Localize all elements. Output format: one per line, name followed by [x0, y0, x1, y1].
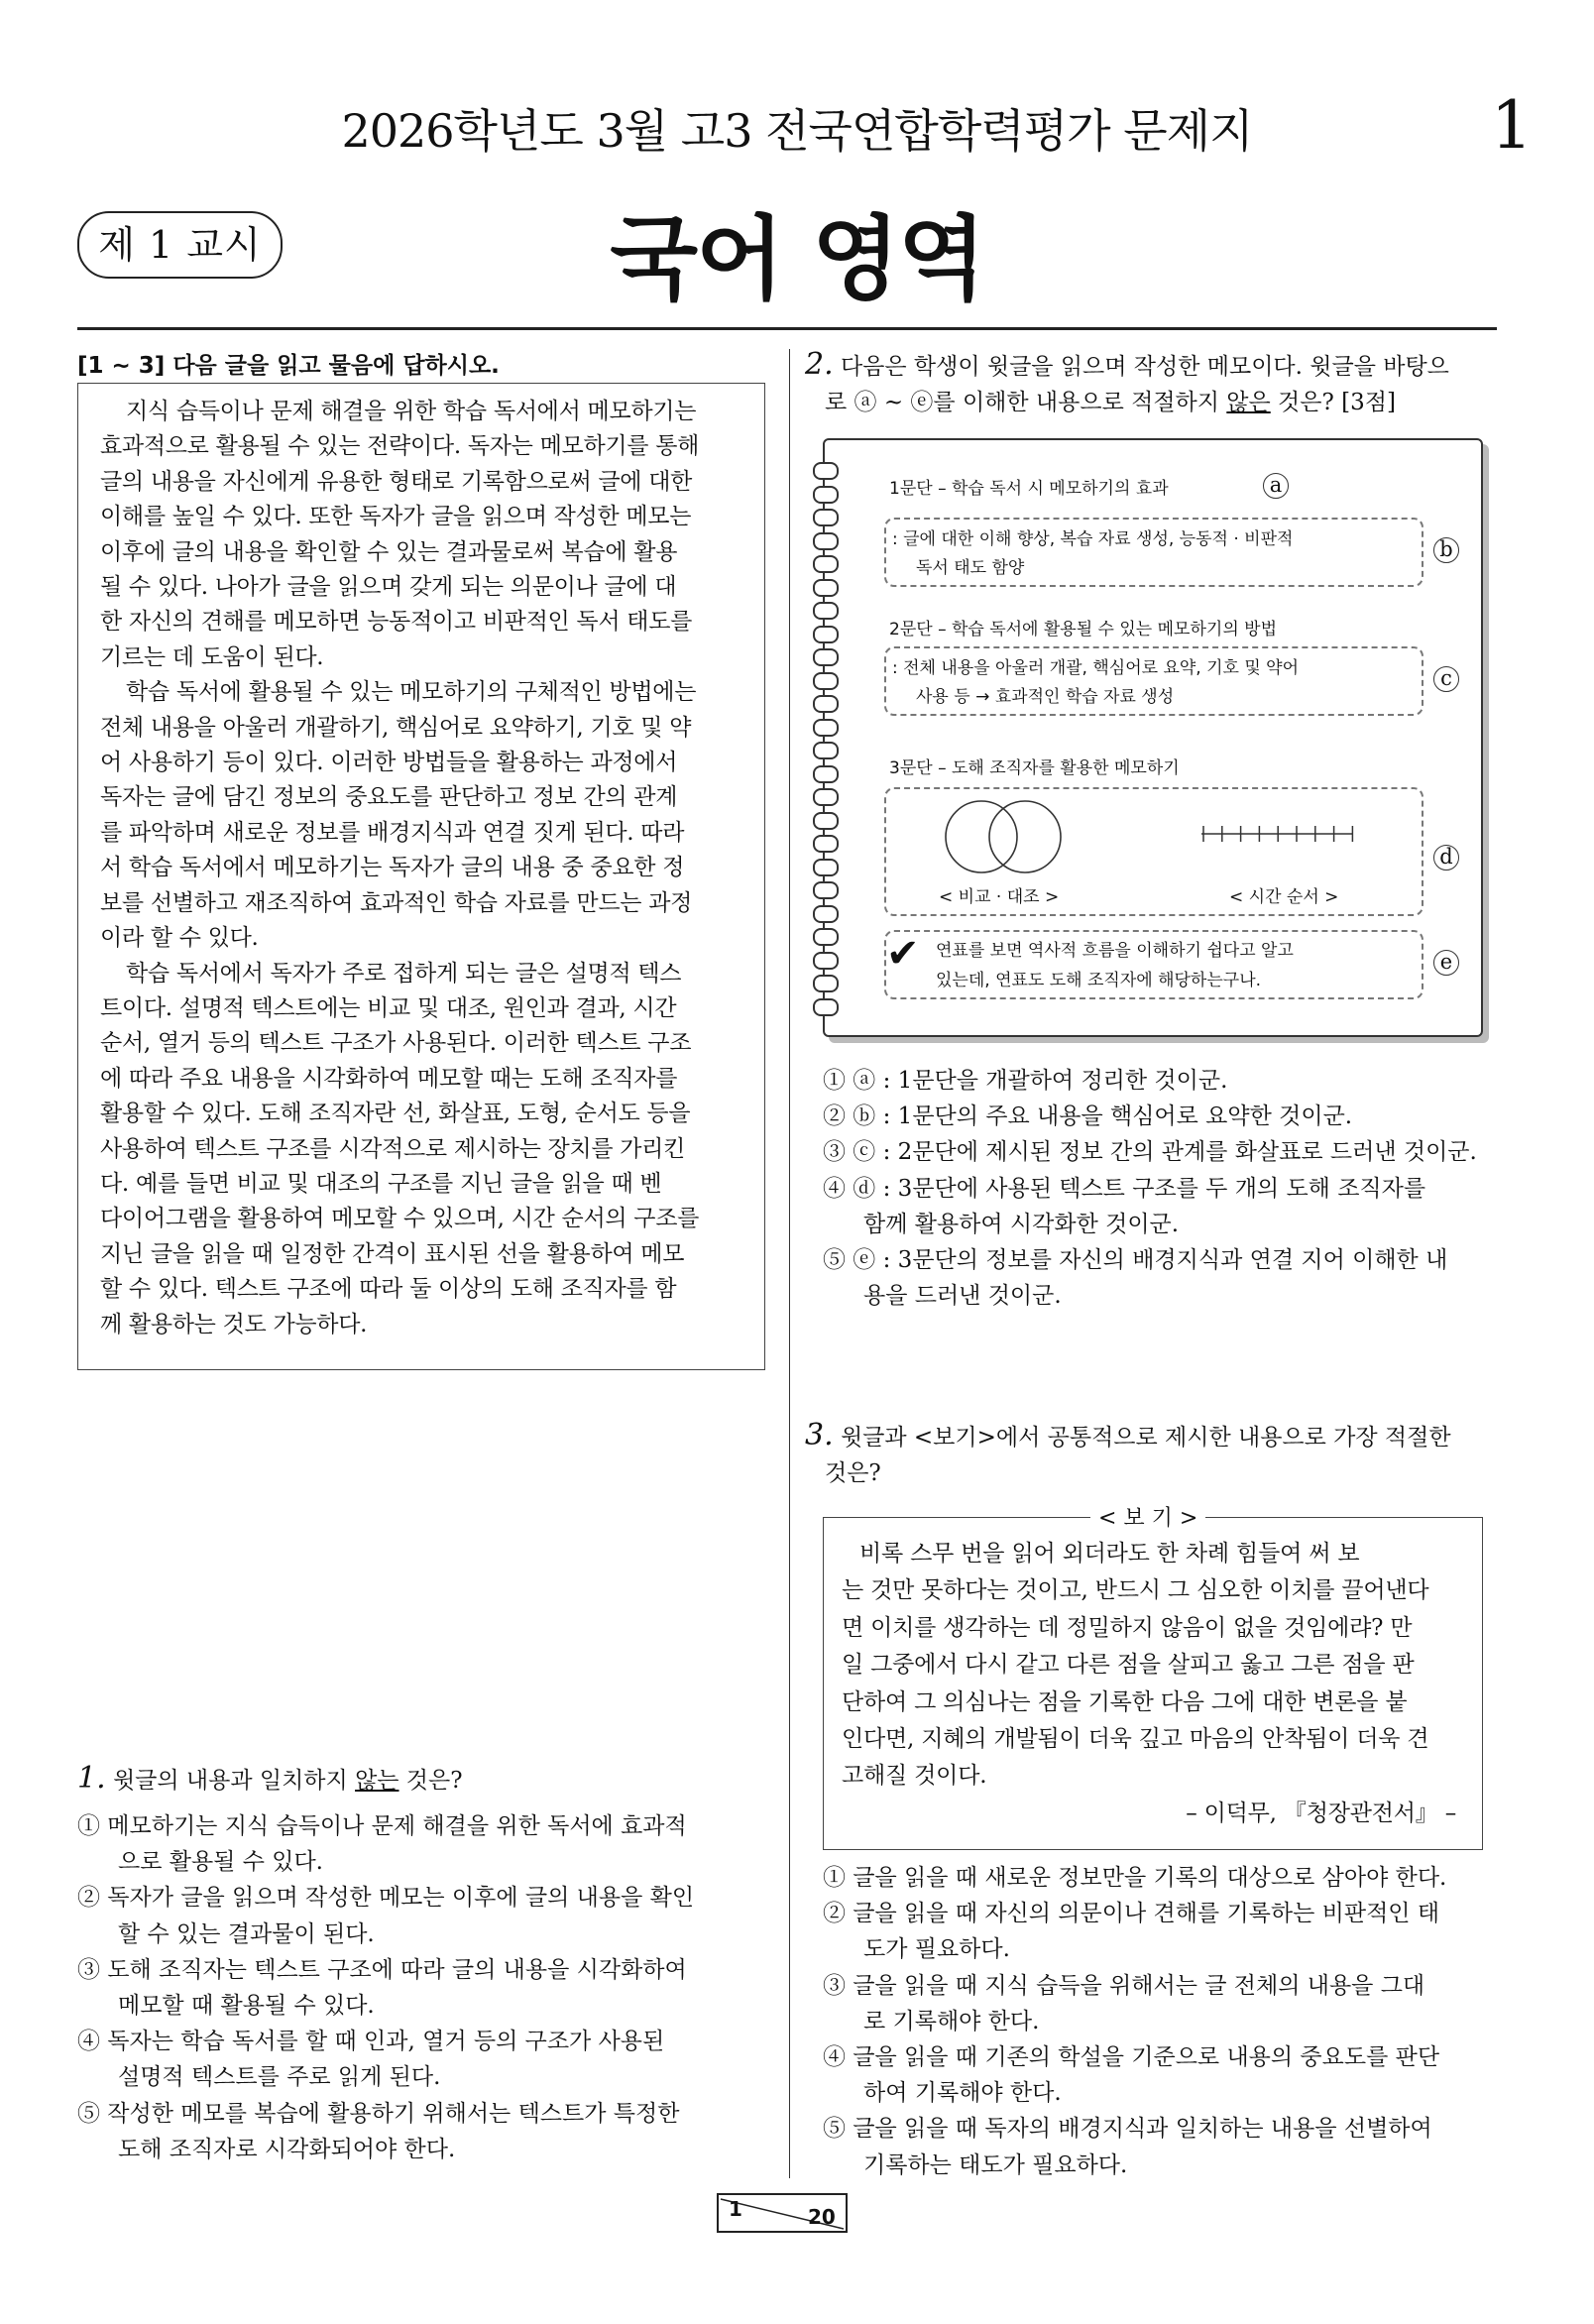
bogi-line: 인다면, 지혜의 개발됨이 더욱 깊고 마음의 안착됨이 더욱 견: [842, 1726, 1429, 1753]
q2-stem-end: 것은? [3점]: [1270, 390, 1396, 415]
memo-p1-title: 1문단 – 학습 독서 시 메모하기의 효과: [889, 479, 1169, 499]
passage-line: 한 자신의 견해를 메모하면 능동적이고 비판적인 독서 태도를: [100, 609, 693, 636]
spiral-ring: [813, 695, 839, 713]
passage-line: 독자는 글에 담긴 정보의 중요도를 판단하고 정보 간의 관계: [100, 784, 678, 811]
spiral-ring: [813, 928, 839, 946]
q1-number: 1.: [77, 1761, 106, 1796]
page-current: 1: [729, 2197, 742, 2221]
passage-line: 전체 내용을 아울러 개괄하기, 핵심어로 요약하기, 기호 및 약: [100, 714, 692, 741]
q3-option-1[interactable]: ① 글을 읽을 때 새로운 정보만을 기록의 대상으로 삼아야 한다.: [823, 1865, 1447, 1891]
q2-option-4[interactable]: ④ ⓓ : 3문단에 사용된 텍스트 구조를 두 개의 도해 조직자를: [823, 1175, 1426, 1202]
spiral-ring: [813, 788, 839, 806]
passage-line: 지식 습득이나 문제 해결을 위한 학습 독서에서 메모하기는: [126, 399, 697, 424]
spiral-ring: [813, 462, 839, 480]
q1-option-2-cont: 할 수 있는 결과물이 된다.: [118, 1920, 375, 1947]
q2-stem-line-2: [805, 385, 1499, 420]
mark-b: b: [1433, 537, 1459, 563]
q1-option-5-cont: 도해 조직자로 시각화되어야 한다.: [118, 2136, 456, 2162]
q2-option-3[interactable]: ③ ⓒ : 2문단에 제시된 정보 간의 관계를 화살표로 드러낸 것이군.: [823, 1139, 1477, 1166]
q3-stem-line-2: 것은?: [825, 1460, 881, 1486]
venn-label: < 비교 · 대조 >: [939, 887, 1060, 907]
q2-options: [823, 1063, 1507, 1314]
spiral-ring: [813, 881, 839, 899]
column-divider: [789, 349, 790, 2178]
passage-line: 효과적으로 활용될 수 있는 전략이다. 독자는 메모하기를 통해: [100, 433, 700, 460]
memo-p1-b2: 독서 태도 함양: [916, 558, 1025, 578]
q3-option-4-cont: 하여 기록해야 한다.: [863, 2080, 1062, 2107]
venn-circle-right: [989, 801, 1061, 872]
bogi-box: [823, 1517, 1483, 1850]
q2-stem-underline: 않은: [1226, 390, 1271, 415]
passage-line: 서 학습 독서에서 메모하기는 독자가 글의 내용 중 중요한 정: [100, 855, 685, 881]
spiral-ring: [813, 765, 839, 783]
memo-e1: 연표를 보면 역사적 흐름을 이해하기 쉽다고 알고: [936, 941, 1294, 961]
subject-title: 국어 영역: [610, 206, 984, 312]
passage-line: 학습 독서에서 독자가 주로 접하게 되는 글은 설명적 텍스: [126, 960, 682, 987]
mark-c: c: [1433, 666, 1459, 692]
bogi-source: – 이덕무, 『청장관전서』 –: [1186, 1800, 1456, 1826]
passage-line: 어 사용하기 등이 있다. 이러한 방법들을 활용하는 과정에서: [100, 750, 678, 776]
passage-line: 보를 선별하고 재조직하여 효과적인 학습 자료를 만드는 과정: [100, 889, 693, 916]
spiral-ring: [813, 509, 839, 526]
memo-p2-c2: 사용 등 → 효과적인 학습 자료 생성: [916, 687, 1175, 707]
q3-option-2-cont: 도가 필요하다.: [863, 1936, 1010, 1963]
memo-p3-title: 3문단 – 도해 조직자를 활용한 메모하기: [889, 758, 1180, 778]
page-counter: [717, 2193, 848, 2233]
q3-stem-text: 윗글과 <보기>에서 공통적으로 제시한 내용으로 가장 적절한: [840, 1425, 1451, 1451]
bogi-title-text: < 보 기 >: [1090, 1506, 1205, 1531]
q2-stem-line-1: [805, 347, 1499, 385]
venn-circle-left: [946, 801, 1017, 872]
passage-line: 활용할 수 있다. 도해 조직자란 선, 화살표, 도형, 순서도 등을: [100, 1101, 691, 1127]
q1-option-5[interactable]: ⑤ 작성한 메모를 복습에 활용하기 위해서는 텍스트가 특정한: [77, 2100, 680, 2127]
q2-option-5-cont: 용을 드러낸 것이군.: [863, 1283, 1062, 1310]
q2-option-2[interactable]: ② ⓑ : 1문단의 주요 내용을 핵심어로 요약한 것이군.: [823, 1104, 1353, 1130]
instruction: [1 ~ 3] 다음 글을 읽고 물음에 답하시오.: [77, 353, 500, 379]
mark-d: d: [1433, 845, 1459, 871]
q2-option-4-cont: 함께 활용하여 시각화한 것이군.: [863, 1211, 1180, 1237]
spiral-ring: [813, 532, 839, 550]
passage-line: 될 수 있다. 나아가 글을 읽으며 갖게 되는 의문이나 글에 대: [100, 574, 677, 601]
reading-passage: [77, 383, 765, 1370]
q2-option-5[interactable]: ⑤ ⓔ : 3문단의 정보를 자신의 배경지식과 연결 지어 이해한 내: [823, 1247, 1448, 1274]
q3-option-5[interactable]: ⑤ 글을 읽을 때 독자의 배경지식과 일치하는 내용을 선별하여: [823, 2116, 1432, 2143]
q1-stem-underline: 않는: [355, 1768, 399, 1794]
memo-notebook: [823, 438, 1483, 1037]
bogi-line: 비록 스무 번을 읽어 외더라도 한 차례 힘들여 써 보: [859, 1541, 1360, 1567]
passage-line: 순서, 열거 등의 텍스트 구조가 사용된다. 이러한 텍스트 구조: [100, 1030, 692, 1057]
spiral-ring: [813, 555, 839, 573]
q1-stem-text: 윗글의 내용과 일치하지: [112, 1768, 356, 1794]
mark-a: a: [1263, 473, 1289, 499]
passage-line: 이라 할 수 있다.: [100, 925, 259, 952]
spiral-ring: [813, 626, 839, 643]
passage-line: 다이어그램을 활용하여 메모할 수 있으며, 시간 순서의 구조를: [100, 1206, 700, 1232]
q1-option-1-cont: 으로 활용될 수 있다.: [118, 1849, 323, 1876]
q1-stem-end: 것은?: [398, 1768, 463, 1794]
spiral-ring: [813, 486, 839, 504]
bogi-line: 단하여 그 의심나는 점을 기록한 다음 그에 대한 변론을 붙: [842, 1688, 1408, 1715]
q3-option-2[interactable]: ② 글을 읽을 때 자신의 의문이나 견해를 기록하는 비판적인 태: [823, 1901, 1440, 1927]
page-total: 20: [808, 2205, 836, 2229]
q3-option-3-cont: 로 기록해야 한다.: [863, 2008, 1040, 2034]
q1-option-4[interactable]: ④ 독자는 학습 독서를 할 때 인과, 열거 등의 구조가 사용된: [77, 2029, 665, 2055]
spiral-ring: [813, 998, 839, 1016]
passage-line: 할 수 있다. 텍스트 구조에 따라 둘 이상의 도해 조직자를 함: [100, 1276, 677, 1303]
bogi-line: 일 그중에서 다시 같고 다른 점을 살피고 옳고 그른 점을 판: [842, 1652, 1415, 1679]
q3-stem-line-1: [805, 1418, 1499, 1455]
passage-line: 이후에 글의 내용을 확인할 수 있는 결과물로써 복습에 활용: [100, 538, 678, 565]
page-number: 1: [1491, 87, 1533, 164]
spiral-ring: [813, 579, 839, 597]
q3-options: [823, 1860, 1507, 2183]
passage-line: 께 활용하는 것도 가능하다.: [100, 1311, 368, 1337]
memo-p2-c1: : 전체 내용을 아울러 개괄, 핵심어로 요약, 기호 및 약어: [892, 658, 1300, 678]
q2-stem-text: 다음은 학생이 윗글을 읽으며 작성한 메모이다. 윗글을 바탕으: [840, 354, 1449, 380]
q1-option-3-cont: 메모할 때 활용될 수 있다.: [118, 1993, 375, 2020]
passage-line: 를 파악하며 새로운 정보를 배경지식과 연결 짓게 된다. 따라: [100, 819, 685, 846]
memo-p1-b1: : 글에 대한 이해 향상, 복습 자료 생성, 능동적 · 비판적: [892, 529, 1294, 549]
spiral-ring: [813, 602, 839, 620]
q1-option-3[interactable]: ③ 도해 조직자는 텍스트 구조에 따라 글의 내용을 시각화하여: [77, 1956, 687, 1983]
spiral-ring: [813, 812, 839, 830]
bogi-line: 는 것만 못하다는 것이고, 반드시 그 심오한 이치를 끌어낸다: [842, 1577, 1429, 1604]
mark-e: e: [1433, 950, 1459, 976]
bogi-line: 면 이치를 생각하는 데 정밀하지 않음이 없을 것임에랴? 만: [842, 1614, 1413, 1641]
spiral-ring: [813, 952, 839, 970]
passage-line: 이해를 높일 수 있다. 또한 독자가 글을 읽으며 작성한 메모는: [100, 504, 692, 530]
spiral-ring: [813, 905, 839, 923]
spiral-ring: [813, 859, 839, 876]
q3-option-4[interactable]: ④ 글을 읽을 때 기존의 학설을 기준으로 내용의 중요도를 판단: [823, 2044, 1440, 2071]
q3-option-3[interactable]: ③ 글을 읽을 때 지식 습득을 위해서는 글 전체의 내용을 그대: [823, 1972, 1425, 1999]
q2-number: 2.: [805, 347, 834, 382]
spiral-ring: [813, 719, 839, 737]
spiral-ring: [813, 672, 839, 690]
passage-line: 지닌 글을 읽을 때 일정한 간격이 표시된 선을 활용하여 메모: [100, 1240, 685, 1267]
timeline-label: < 시간 순서 >: [1229, 887, 1339, 907]
exam-title: 2026학년도 3월 고3 전국연합학력평가 문제지: [341, 104, 1253, 158]
q1-option-2[interactable]: ② 독자가 글을 읽으며 작성한 메모는 이후에 글의 내용을 확인: [77, 1885, 695, 1912]
spiral-ring: [813, 835, 839, 853]
spiral-ring: [813, 648, 839, 666]
passage-line: 사용하여 텍스트 구조를 시각적으로 제시하는 장치를 가리킨: [100, 1135, 686, 1162]
question-1: [77, 1761, 771, 2167]
passage-line: 기르는 데 도움이 된다.: [100, 643, 324, 670]
timeline-diagram: [1199, 822, 1358, 846]
memo-e2: 있는데, 연표도 도해 조직자에 해당하는구나.: [936, 971, 1262, 990]
spiral-ring: [813, 975, 839, 992]
passage-line: 글의 내용을 자신에게 유용한 형태로 기록함으로써 글에 대한: [100, 468, 693, 495]
q1-stem: [77, 1761, 771, 1799]
q3-number: 3.: [805, 1418, 834, 1452]
q2-option-1[interactable]: ① ⓐ : 1문단을 개괄하여 정리한 것이군.: [823, 1068, 1228, 1094]
question-3: [805, 1418, 1499, 1491]
bogi-line: 고해질 것이다.: [842, 1763, 987, 1790]
spiral-ring: [813, 742, 839, 759]
header-rule: [77, 327, 1497, 330]
q2-stem-text-2: 로 ⓐ ~ ⓔ를 이해한 내용으로 적절하지: [825, 390, 1227, 415]
check-icon: ✔: [886, 931, 920, 977]
question-2: [805, 347, 1499, 420]
bogi-title: [1090, 1501, 1205, 1532]
passage-line: 다. 예를 들면 비교 및 대조의 구조를 지닌 글을 읽을 때 벤: [100, 1170, 662, 1197]
passage-line: 에 따라 주요 내용을 시각화하여 메모할 때는 도해 조직자를: [100, 1065, 678, 1092]
q3-option-5-cont: 기록하는 태도가 필요하다.: [863, 2151, 1128, 2178]
venn-diagram: [934, 797, 1082, 876]
memo-p2-title: 2문단 – 학습 독서에 활용될 수 있는 메모하기의 방법: [889, 620, 1277, 639]
q1-option-4-cont: 설명적 텍스트를 주로 읽게 된다.: [118, 2064, 441, 2091]
passage-line: 트이다. 설명적 텍스트에는 비교 및 대조, 원인과 결과, 시간: [100, 994, 677, 1021]
q1-option-1[interactable]: ① 메모하기는 지식 습득이나 문제 해결을 위한 독서에 효과적: [77, 1813, 687, 1839]
period-badge: 제 1 교시: [77, 211, 283, 279]
passage-line: 학습 독서에 활용될 수 있는 메모하기의 구체적인 방법에는: [126, 679, 697, 706]
